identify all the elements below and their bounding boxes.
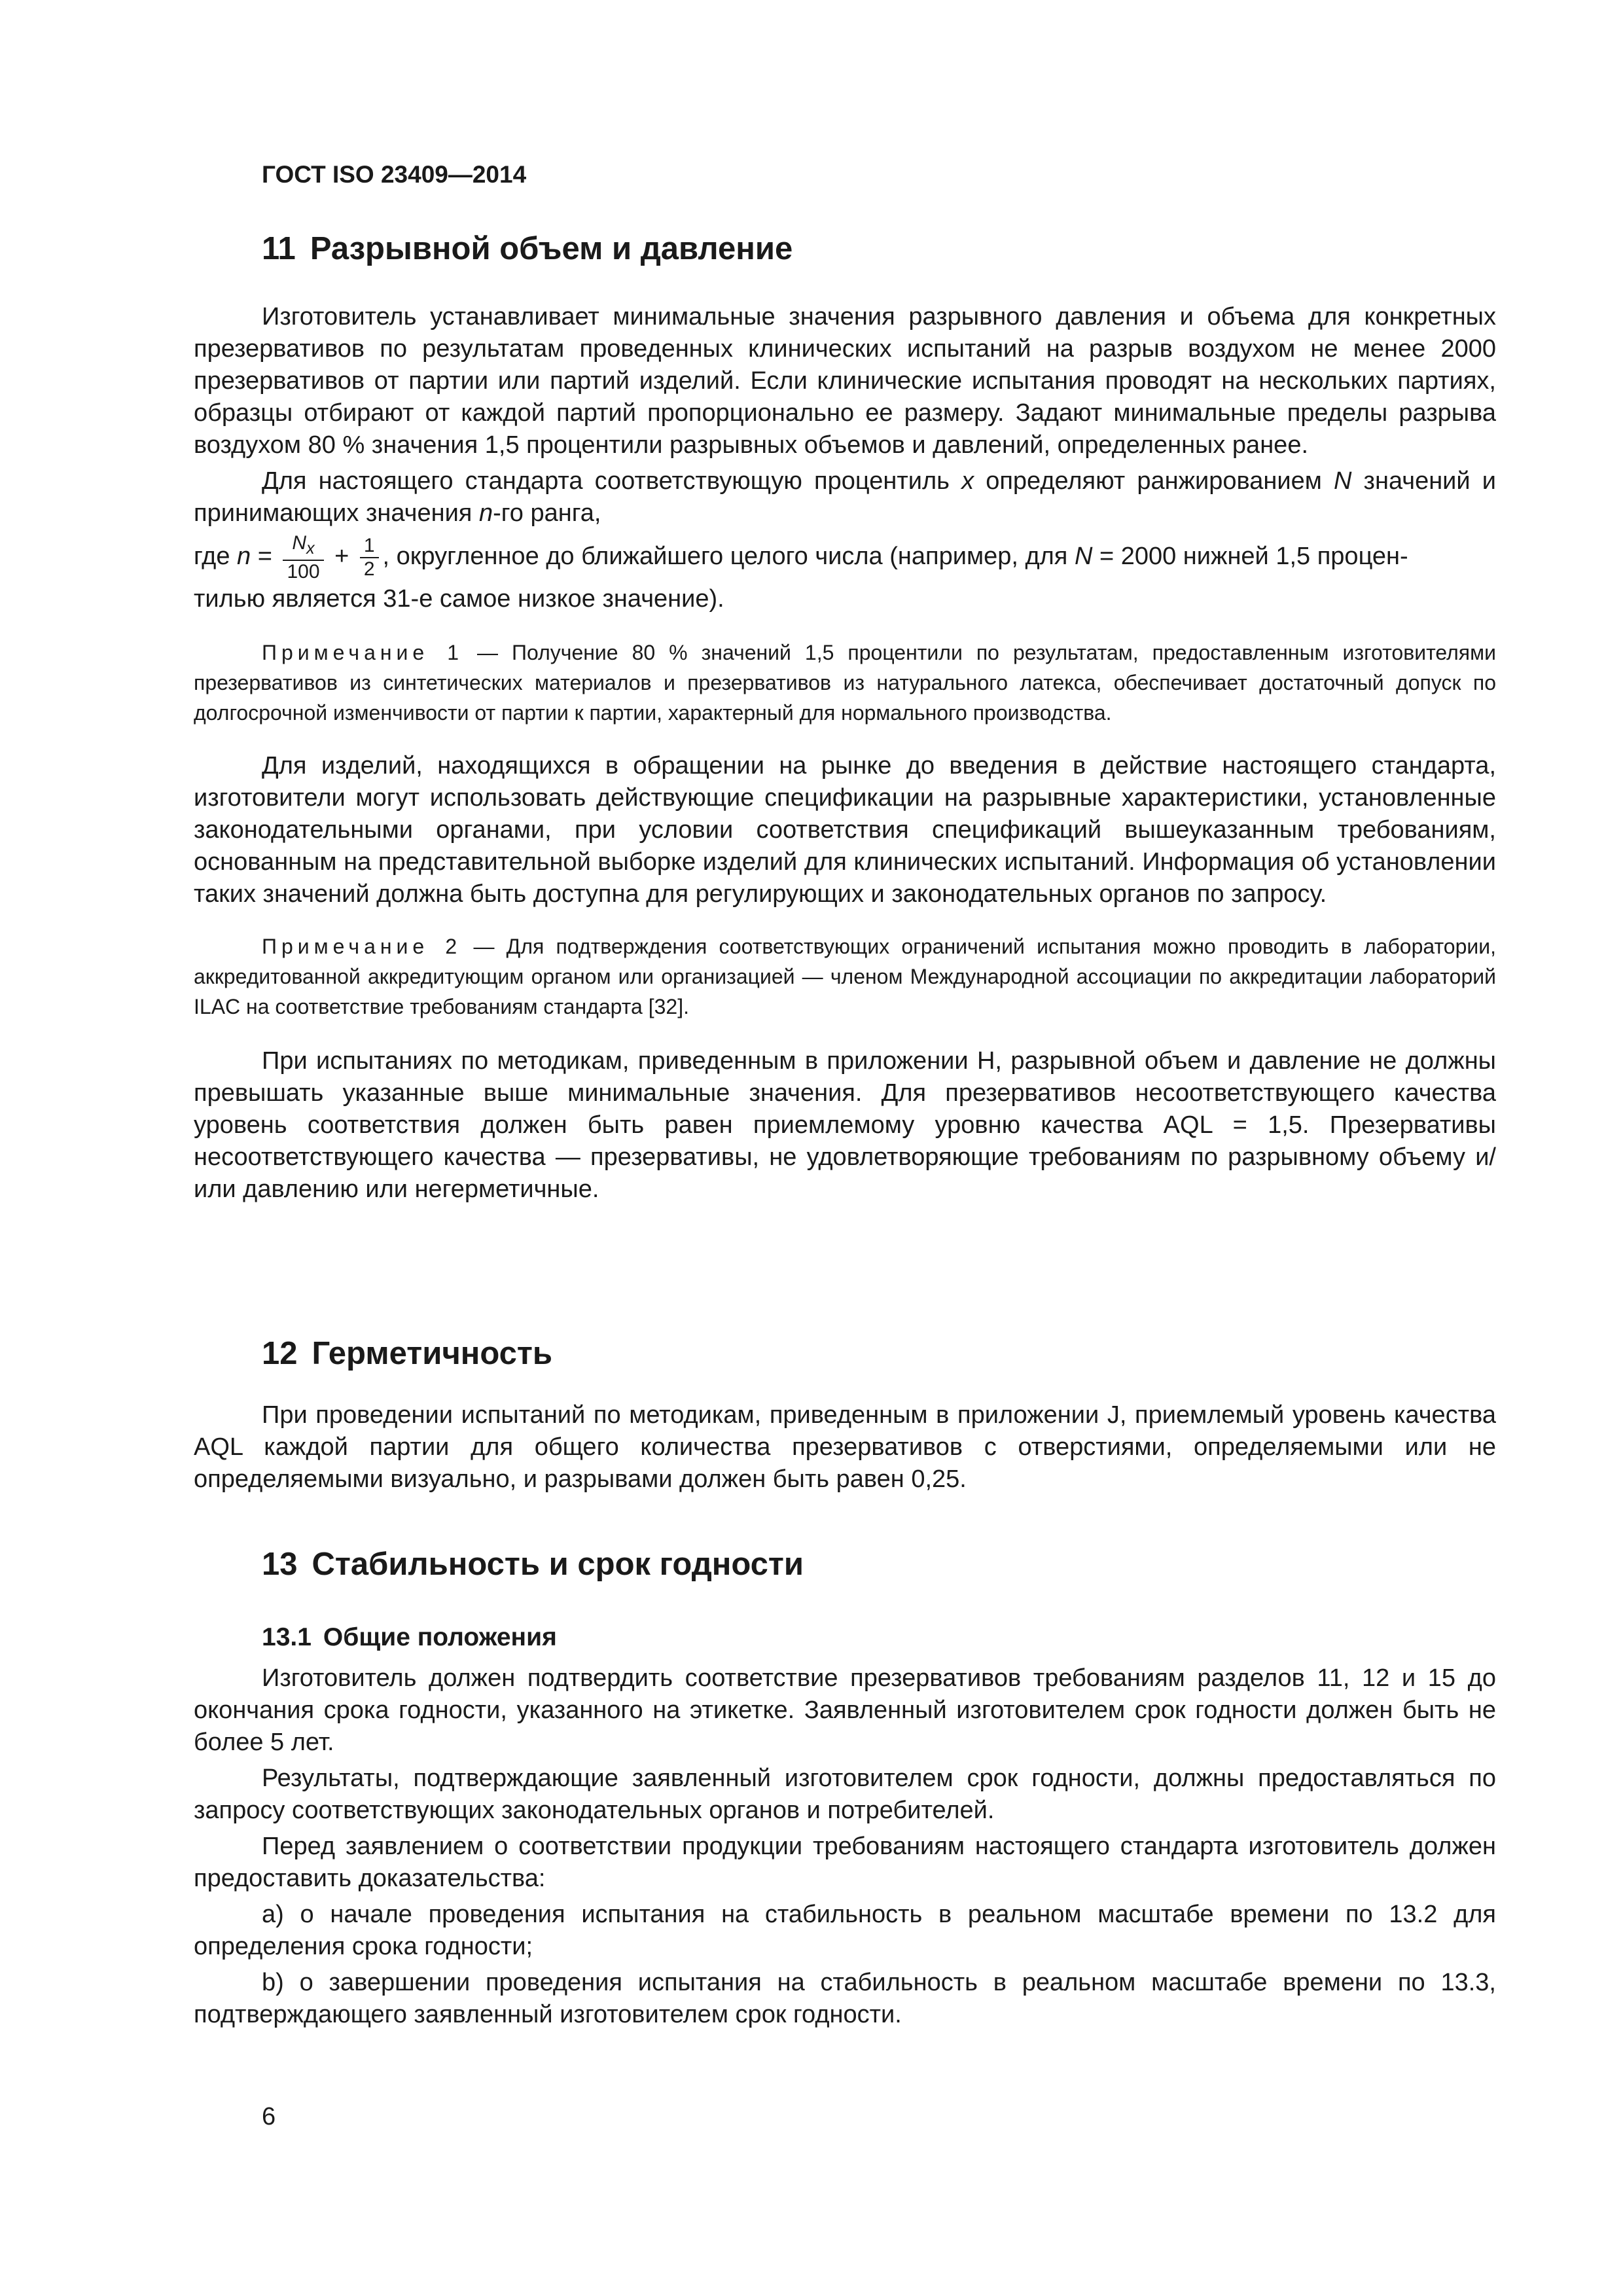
- rank-formula: где n = $\frac{N_x}{100}$ + $\frac{1}{2}$ , округленное до ближайшего целого числа (например, для N = 2000 нижней 1,5 процен-: [194, 532, 1408, 583]
- section-13-heading: 13 Стабильность и срок годности: [262, 1547, 804, 1582]
- note-1: Примечание 1 — Получение 80 % значений 1,5 процентили по результатам, предоставленным изготовителями презервативов из синтетических материалов и презервативов из натурального латекса, обеспечивает достаточный допуск по долгосрочной изменчивости от партии к партии, характерный для нормального производства.: [194, 641, 1497, 725]
- paragraph: Результаты, подтверждающие заявленный изготовителем срок годности, должны предоставляться по запросу соответствующих законодательных органов и потребителей.: [194, 1765, 1496, 1824]
- section-11-body: [194, 301, 1496, 1206]
- document-id: ГОСТ ISO 23409—2014: [262, 161, 527, 188]
- paragraph: Для изделий, находящихся в обращении на рынке до введения в действие настоящего стандарта, изготовители могут использовать действующие спецификации на разрывные характеристики, установленные законодательными органами, при условии соответствия спецификаций вышеуказанным требованиям, основанным на представительной выборке изделий для клинических испытаний. Информация об установлении таких значений должна быть доступна для регулирующих и законодательных органов по запросу.: [194, 752, 1496, 908]
- subsection-13-1-heading: 13.1 Общие положения: [262, 1623, 557, 1651]
- list-item-a: a) о начале проведения испытания на стабильность в реальном масштабе времени по 13.2 для определения срока годности;: [194, 1901, 1496, 1960]
- paragraph: При испытаниях по методикам, приведенным в приложении H, разрывной объем и давление не должны превышать указанные выше минимальные значения. Для презервативов несоответствующего качества уровень соответствия должен быть равен приемлемому уровню качества AQL = 1,5. Презервативы несоответствующего качества — презервативы, не удовлетворяющие требованиям по разрывному объему и/или давлению или негерметичные.: [194, 1047, 1496, 1203]
- paragraph: Изготовитель должен подтвердить соответствие презервативов требованиям разделов 11, 12 и 15 до окончания срока годности, указанного на этикетке. Заявленный изготовителем срок годности должен быть не более 5 лет.: [194, 1664, 1496, 1756]
- page-number: 6: [262, 2103, 276, 2130]
- fraction-nx-100: $\frac{N_x}{100}$: [283, 532, 323, 583]
- formula-continuation: тилью является 31-е самое низкое значение).: [194, 585, 724, 613]
- paragraph: Перед заявлением о соответствии продукции требованиям настоящего стандарта изготовитель должен предоставить доказательства:: [194, 1833, 1496, 1892]
- section-number: 11: [262, 231, 296, 266]
- section-12-heading: 12 Герметичность: [262, 1336, 553, 1371]
- paragraph: При проведении испытаний по методикам, приведенным в приложении J, приемлемый уровень качества AQL каждой партии для общего количества презервативов с отверстиями, определяемыми или не определяемыми визуально, и разрывами должен быть равен 0,25.: [194, 1401, 1496, 1493]
- paragraph-percentile: Для настоящего стандарта соответствующую процентиль x определяют ранжированием N значений и принимающих значения n-го ранга,: [194, 467, 1496, 527]
- section-13-body: [194, 1662, 1496, 2031]
- section-title: Разрывной объем и давление: [310, 231, 793, 266]
- note-label: Примечание 2: [262, 935, 462, 958]
- section-12-body: [194, 1399, 1496, 1496]
- fraction-one-half: $\frac{1}{2}$: [360, 535, 379, 581]
- section-11-heading: [262, 230, 793, 267]
- paragraph: Изготовитель устанавливает минимальные значения разрывного давления и объема для конкретных презервативов по результатам проведенных клинических испытаний на разрыв воздухом не менее 2000 презервативов от партии или партий изделий. Если клинические испытания проводят на нескольких партиях, образцы отбирают от каждой партий пропорционально ее размеру. Задают минимальные пределы разрыва воздухом 80 % значения 1,5 процентили разрывных объемов и давлений, определенных ранее.: [194, 303, 1496, 459]
- note-2: Примечание 2 — Для подтверждения соответствующих ограничений испытания можно проводить в лаборатории, аккредитованной аккредитующим органом или организацией — членом Международной ассоциации по аккредитации лабораторий ILAC на соответствие требованиям стандарта [32].: [194, 935, 1497, 1018]
- note-label: Примечание 1: [262, 641, 464, 664]
- list-item-b: b) о завершении проведения испытания на стабильность в реальном масштабе времени по 13.3, подтверждающего заявленный изготовителем срок годности.: [194, 1969, 1496, 2028]
